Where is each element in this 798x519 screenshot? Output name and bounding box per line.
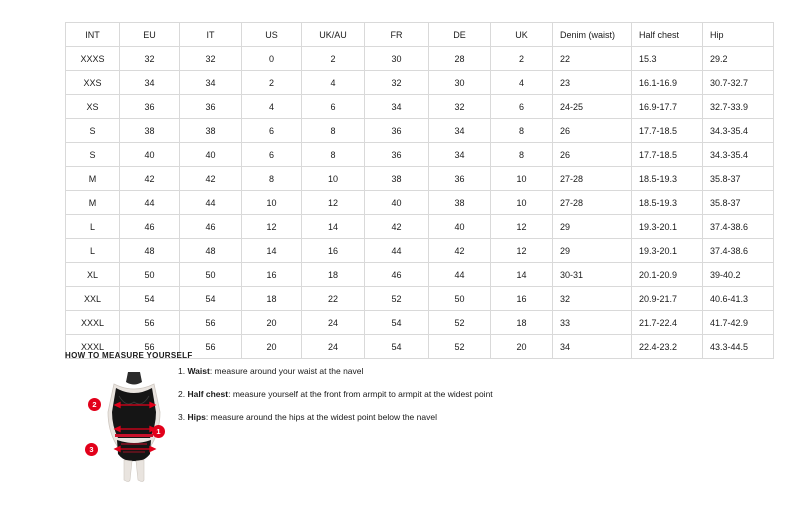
cell-it: 36	[180, 95, 242, 119]
cell-uk: 10	[491, 167, 553, 191]
cell-half-chest: 18.5-19.3	[632, 167, 703, 191]
table-row	[66, 215, 774, 239]
cell-us: 20	[242, 311, 302, 335]
cell-int: M	[66, 167, 120, 191]
cell-it: 38	[180, 119, 242, 143]
cell-denim: 26	[553, 143, 632, 167]
cell-int: XXXL	[66, 311, 120, 335]
instruction-waist-term: Waist	[187, 366, 210, 376]
cell-eu: 42	[120, 167, 180, 191]
cell-us: 6	[242, 143, 302, 167]
cell-fr: 30	[365, 47, 429, 71]
cell-uk: 4	[491, 71, 553, 95]
cell-uk: 10	[491, 191, 553, 215]
cell-denim: 29	[553, 239, 632, 263]
cell-de: 52	[429, 311, 491, 335]
col-header-fr: FR	[365, 23, 429, 47]
table-row	[66, 167, 774, 191]
col-header-uk: UK	[491, 23, 553, 47]
cell-uk: 14	[491, 263, 553, 287]
cell-ukau: 8	[302, 119, 365, 143]
cell-hip: 35.8-37	[703, 167, 774, 191]
cell-hip: 30.7-32.7	[703, 71, 774, 95]
instruction-half-chest	[178, 389, 608, 400]
cell-half-chest: 20.9-21.7	[632, 287, 703, 311]
cell-half-chest: 21.7-22.4	[632, 311, 703, 335]
cell-uk: 8	[491, 119, 553, 143]
col-header-ukau: UK/AU	[302, 23, 365, 47]
cell-ukau: 24	[302, 311, 365, 335]
cell-int: L	[66, 215, 120, 239]
instruction-hips-term: Hips	[187, 412, 206, 422]
cell-eu: 38	[120, 119, 180, 143]
cell-us: 16	[242, 263, 302, 287]
cell-us: 18	[242, 287, 302, 311]
cell-fr: 32	[365, 71, 429, 95]
cell-it: 50	[180, 263, 242, 287]
cell-fr: 52	[365, 287, 429, 311]
cell-denim: 23	[553, 71, 632, 95]
cell-eu: 46	[120, 215, 180, 239]
cell-uk: 16	[491, 287, 553, 311]
table-row	[66, 71, 774, 95]
measure-instructions	[178, 366, 608, 435]
cell-denim: 32	[553, 287, 632, 311]
cell-de: 32	[429, 95, 491, 119]
cell-denim: 29	[553, 215, 632, 239]
size-chart-table	[65, 22, 774, 359]
mannequin-diagram	[74, 368, 194, 488]
cell-ukau: 8	[302, 143, 365, 167]
cell-fr: 44	[365, 239, 429, 263]
cell-de: 28	[429, 47, 491, 71]
cell-int: S	[66, 119, 120, 143]
cell-it: 40	[180, 143, 242, 167]
cell-denim: 33	[553, 311, 632, 335]
cell-half-chest: 15.3	[632, 47, 703, 71]
cell-eu: 56	[120, 335, 180, 359]
cell-fr: 40	[365, 191, 429, 215]
cell-hip: 29.2	[703, 47, 774, 71]
cell-int: M	[66, 191, 120, 215]
cell-de: 50	[429, 287, 491, 311]
cell-uk: 8	[491, 143, 553, 167]
cell-de: 36	[429, 167, 491, 191]
cell-hip: 34.3-35.4	[703, 119, 774, 143]
cell-half-chest: 19.3-20.1	[632, 215, 703, 239]
cell-eu: 56	[120, 311, 180, 335]
cell-denim: 34	[553, 335, 632, 359]
cell-fr: 34	[365, 95, 429, 119]
cell-fr: 46	[365, 263, 429, 287]
cell-ukau: 4	[302, 71, 365, 95]
cell-half-chest: 18.5-19.3	[632, 191, 703, 215]
cell-half-chest: 17.7-18.5	[632, 119, 703, 143]
cell-denim: 22	[553, 47, 632, 71]
cell-uk: 18	[491, 311, 553, 335]
cell-uk: 20	[491, 335, 553, 359]
col-header-de: DE	[429, 23, 491, 47]
cell-eu: 40	[120, 143, 180, 167]
cell-denim: 27-28	[553, 167, 632, 191]
cell-it: 46	[180, 215, 242, 239]
cell-de: 40	[429, 215, 491, 239]
cell-it: 56	[180, 335, 242, 359]
cell-it: 48	[180, 239, 242, 263]
table-row	[66, 95, 774, 119]
cell-ukau: 12	[302, 191, 365, 215]
cell-half-chest: 20.1-20.9	[632, 263, 703, 287]
cell-int: L	[66, 239, 120, 263]
cell-ukau: 18	[302, 263, 365, 287]
cell-hip: 37.4-38.6	[703, 215, 774, 239]
cell-hip: 40.6-41.3	[703, 287, 774, 311]
cell-hip: 41.7-42.9	[703, 311, 774, 335]
cell-ukau: 24	[302, 335, 365, 359]
cell-half-chest: 19.3-20.1	[632, 239, 703, 263]
cell-de: 34	[429, 119, 491, 143]
cell-fr: 54	[365, 311, 429, 335]
cell-de: 44	[429, 263, 491, 287]
cell-half-chest: 22.4-23.2	[632, 335, 703, 359]
cell-fr: 38	[365, 167, 429, 191]
col-header-int: INT	[66, 23, 120, 47]
cell-us: 10	[242, 191, 302, 215]
table-row	[66, 239, 774, 263]
cell-ukau: 14	[302, 215, 365, 239]
cell-int: XXXL	[66, 335, 120, 359]
col-header-denim-waist: Denim (waist)	[553, 23, 632, 47]
size-chart-table-wrapper	[65, 22, 749, 359]
cell-us: 4	[242, 95, 302, 119]
cell-uk: 2	[491, 47, 553, 71]
table-row	[66, 311, 774, 335]
cell-us: 6	[242, 119, 302, 143]
cell-eu: 34	[120, 71, 180, 95]
cell-de: 38	[429, 191, 491, 215]
cell-hip: 35.8-37	[703, 191, 774, 215]
cell-us: 12	[242, 215, 302, 239]
instruction-half-chest-term: Half chest	[187, 389, 229, 399]
cell-de: 52	[429, 335, 491, 359]
cell-us: 8	[242, 167, 302, 191]
cell-it: 32	[180, 47, 242, 71]
table-row	[66, 191, 774, 215]
cell-int: S	[66, 143, 120, 167]
cell-us: 2	[242, 71, 302, 95]
cell-denim: 30-31	[553, 263, 632, 287]
cell-eu: 32	[120, 47, 180, 71]
col-header-eu: EU	[120, 23, 180, 47]
instruction-waist-index: 1.	[178, 366, 186, 376]
table-row	[66, 119, 774, 143]
cell-denim: 27-28	[553, 191, 632, 215]
instruction-half-chest-text: : measure yourself at the front from armpit to armpit at the widest point	[228, 389, 493, 399]
cell-half-chest: 17.7-18.5	[632, 143, 703, 167]
cell-hip: 43.3-44.5	[703, 335, 774, 359]
cell-de: 42	[429, 239, 491, 263]
cell-eu: 48	[120, 239, 180, 263]
instruction-hips	[178, 412, 608, 423]
cell-hip: 39-40.2	[703, 263, 774, 287]
cell-fr: 36	[365, 119, 429, 143]
col-header-half-chest: Half chest	[632, 23, 703, 47]
cell-it: 34	[180, 71, 242, 95]
cell-ukau: 16	[302, 239, 365, 263]
cell-uk: 12	[491, 215, 553, 239]
cell-hip: 32.7-33.9	[703, 95, 774, 119]
cell-half-chest: 16.9-17.7	[632, 95, 703, 119]
badge-2-half-chest: 2	[88, 398, 101, 411]
cell-hip: 34.3-35.4	[703, 143, 774, 167]
cell-half-chest: 16.1-16.9	[632, 71, 703, 95]
cell-eu: 44	[120, 191, 180, 215]
col-header-it: IT	[180, 23, 242, 47]
instruction-half-chest-index: 2.	[178, 389, 186, 399]
badge-1-waist: 1	[152, 425, 165, 438]
cell-int: XS	[66, 95, 120, 119]
cell-fr: 36	[365, 143, 429, 167]
cell-int: XL	[66, 263, 120, 287]
cell-it: 44	[180, 191, 242, 215]
cell-us: 14	[242, 239, 302, 263]
cell-de: 34	[429, 143, 491, 167]
cell-ukau: 6	[302, 95, 365, 119]
cell-eu: 54	[120, 287, 180, 311]
instruction-hips-index: 3.	[178, 412, 186, 422]
table-header-row	[66, 23, 774, 47]
cell-fr: 54	[365, 335, 429, 359]
cell-us: 0	[242, 47, 302, 71]
instruction-waist-text: : measure around your waist at the navel	[209, 366, 364, 376]
instruction-hips-text: : measure around the hips at the widest point below the navel	[205, 412, 437, 422]
cell-fr: 42	[365, 215, 429, 239]
cell-us: 20	[242, 335, 302, 359]
table-row	[66, 143, 774, 167]
cell-int: XXS	[66, 71, 120, 95]
cell-eu: 36	[120, 95, 180, 119]
cell-de: 30	[429, 71, 491, 95]
cell-hip: 37.4-38.6	[703, 239, 774, 263]
how-to-measure-heading: HOW TO MEASURE YOURSELF	[65, 351, 193, 360]
cell-uk: 6	[491, 95, 553, 119]
cell-ukau: 2	[302, 47, 365, 71]
col-header-us: US	[242, 23, 302, 47]
col-header-hip: Hip	[703, 23, 774, 47]
badge-3-hips: 3	[85, 443, 98, 456]
cell-ukau: 10	[302, 167, 365, 191]
table-row	[66, 263, 774, 287]
cell-eu: 50	[120, 263, 180, 287]
cell-it: 54	[180, 287, 242, 311]
cell-it: 42	[180, 167, 242, 191]
cell-int: XXL	[66, 287, 120, 311]
cell-denim: 24-25	[553, 95, 632, 119]
cell-it: 56	[180, 311, 242, 335]
table-row	[66, 47, 774, 71]
cell-uk: 12	[491, 239, 553, 263]
instruction-waist	[178, 366, 608, 377]
cell-denim: 26	[553, 119, 632, 143]
table-row	[66, 287, 774, 311]
cell-ukau: 22	[302, 287, 365, 311]
cell-int: XXXS	[66, 47, 120, 71]
